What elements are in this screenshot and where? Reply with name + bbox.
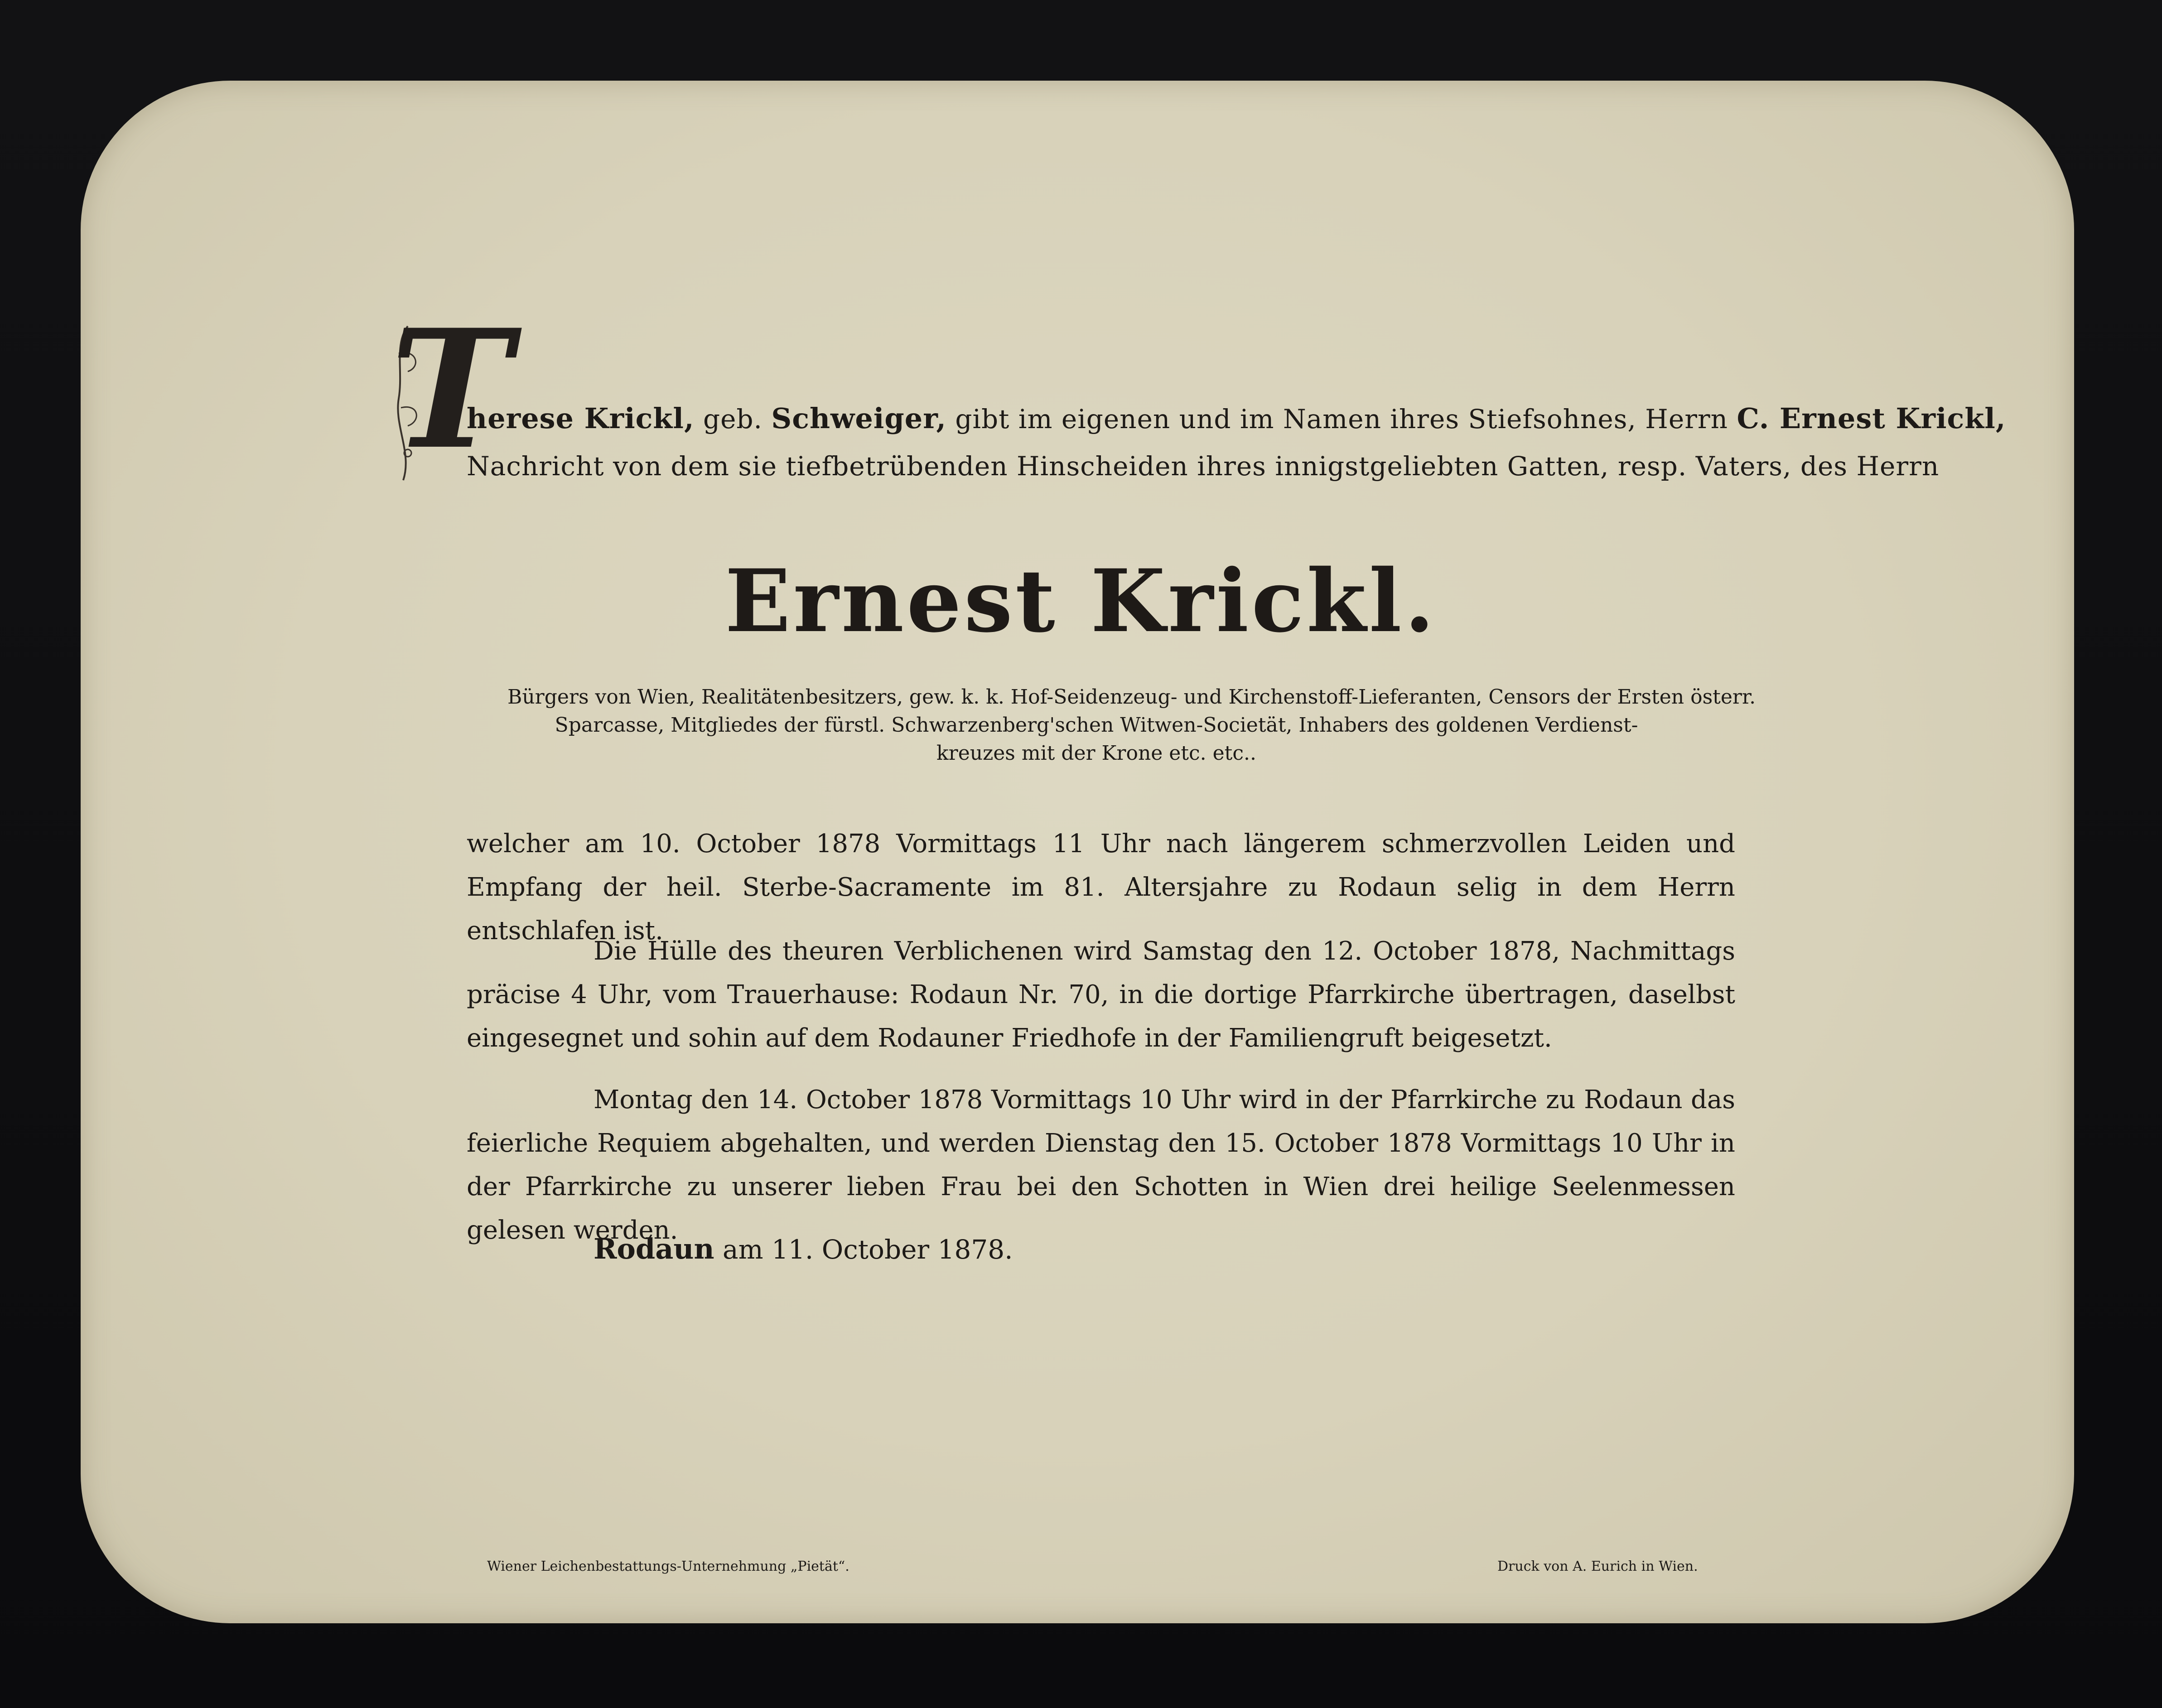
widow-name: herese Krickl, bbox=[467, 402, 695, 435]
death-paragraph: welcher am 10. October 1878 Vormittags 11 Uhr nach längerem schmerzvollen Leiden und Empfang der heil. Sterbe-Sacramente im 81. Altersjahre zu Rodaun selig in dem Herrn entschlafen ist. bbox=[467, 829, 1735, 946]
undertaker-credit: Wiener Leichenbestattungs-Unternehmung „Pietät“. bbox=[487, 1558, 849, 1574]
intro-text-a: geb. bbox=[694, 404, 772, 434]
stepson-name: C. Ernest Krickl, bbox=[1737, 402, 2006, 435]
maiden-name: Schweiger, bbox=[771, 402, 946, 435]
deceased-titles bbox=[507, 683, 1756, 767]
titles-line-2: Sparcasse, Mitgliedes der fürstl. Schwarzenberg'schen Witwen-Societät, Inhabers des goldenen Verdienst- bbox=[555, 714, 1638, 737]
intro-line-1 bbox=[467, 402, 2006, 435]
printer-credit: Druck von A. Eurich in Wien. bbox=[1497, 1558, 1698, 1574]
intro-line-2: Nachricht von dem sie tiefbetrübenden Hinscheiden ihres innigstgeliebten Gatten, resp. Vaters, des Herrn bbox=[467, 451, 1940, 482]
place-date bbox=[594, 1232, 1013, 1265]
requiem-paragraph: Montag den 14. October 1878 Vormittags 10 Uhr wird in der Pfarrkirche zu Rodaun das feierliche Requiem abgehalten, und werden Dienstag den 15. October 1878 Vormittags 10 Uhr in der Pfarrkirche zu unserer lieben Frau bei den Schotten in Wien drei heilige Seelenmessen gelesen werden. bbox=[467, 1085, 1735, 1245]
deceased-name: Ernest Krickl. bbox=[725, 550, 1437, 651]
burial-paragraph: Die Hülle des theuren Verblichenen wird Samstag den 12. October 1878, Nachmittags präcise 4 Uhr, vom Trauerhause: Rodaun Nr. 70, in die dortige Pfarrkirche übertragen, daselbst eingesegnet und sohin auf dem Rodauner Friedhofe in der Familiengruft beigesetzt. bbox=[467, 936, 1735, 1053]
titles-line-1: Bürgers von Wien, Realitätenbesitzers, gew. k. k. Hof-Seidenzeug- und Kirchenstoff-Lieferanten, Censors der Ersten österr. bbox=[507, 685, 1756, 709]
initial-letter: T bbox=[391, 294, 512, 485]
intro-text-b: gibt im eigenen und im Namen ihres Stiefsohnes, Herrn bbox=[946, 404, 1737, 434]
titles-line-3: kreuzes mit der Krone etc. etc.. bbox=[936, 742, 1256, 765]
place: Rodaun bbox=[594, 1232, 714, 1265]
date: am 11. October 1878. bbox=[714, 1234, 1013, 1265]
